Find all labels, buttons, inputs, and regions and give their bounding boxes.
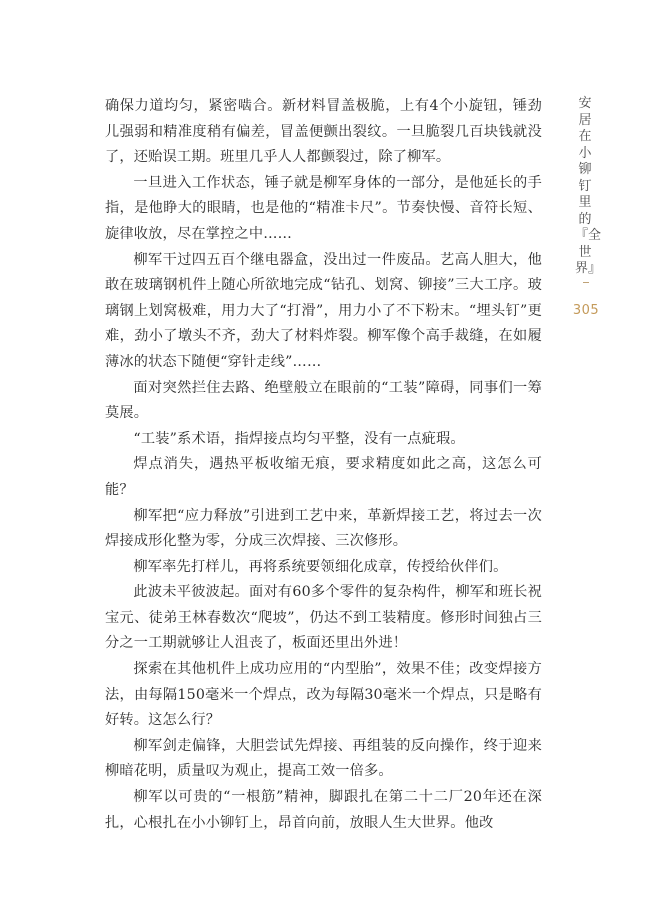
body-text [105, 94, 542, 836]
paragraph-7: 柳军把“应力释放”引进到工艺中来，革新焊接工艺，将过去一次焊接成形化整为零，分成三次焊接、三次修形。 [105, 507, 542, 550]
paragraph-8: 柳军率先打样儿，再将系统要领细化成章，传授给伙伴们。 [133, 558, 508, 575]
page-number: 305 [572, 303, 600, 318]
paragraph-12: 柳军以可贵的“一根筋”精神，脚跟扎在第二十二厂20年还在深扎，心根扎在小小铆钉上，昂首向前，放眼人生大世界。他改 [105, 789, 542, 831]
paragraph-2: 一旦进入工作状态，锤子就是柳军身体的一部分，是他延长的手指，是他睁大的眼睛，也是他的“精准卡尺”。节奏快慢、音符长短、旋律收放，尽在掌控之中…… [105, 174, 542, 242]
paragraph-6: 焊点消失，遇热平板收缩无痕，要求精度如此之高，这怎么可能？ [105, 456, 542, 498]
paragraph-5: “工装”系术语，指焊接点均匀平整，没有一点疵瑕。 [133, 430, 465, 447]
paragraph-1: 确保力道均匀，紧密啮合。新材料冒盖极脆，上有4个小旋钮，锤劲儿强弱和精准度稍有偏差，冒盖便颤出裂纹。一旦脆裂几百块钱就没了，还贻误工期。班里几乎人人都颤裂过，除了柳军。 [105, 98, 542, 166]
running-head-title: 安居在小铆钉里的『全世界』 [575, 96, 602, 276]
paragraph-9: 此波未平彼波起。面对有60多个零件的复杂构件，柳军和班长祝宝元、徒弟王林春数次“爬坡”，仍达不到工装精度。修形时间独占三分之一工期就够让人沮丧了，板面还里出外进！ [105, 584, 542, 652]
paragraph-4: 面对突然拦住去路、绝壁般立在眼前的“工装”障碍，同事们一筹莫展。 [105, 379, 542, 422]
paragraph-11: 柳军剑走偏锋，大胆尝试先焊接、再组装的反向操作，终于迎来柳暗花明，质量叹为观止，提高工效一倍多。 [105, 737, 542, 780]
paragraph-10: 探索在其他机件上成功应用的“内型胎”，效果不佳；改变焊接方法，由每隔150毫米一个焊点，改为每隔30毫米一个焊点，只是略有好转。这怎么行？ [105, 661, 542, 729]
running-head-separator [583, 282, 589, 283]
paragraph-3: 柳军干过四五百个继电器盒，没出过一件废品。艺高人胆大，他敢在玻璃钢机件上随心所欲地完成“钻孔、划窝、铆接”三大工序。玻璃钢上划窝极难，用力大了“打滑”，用力小了不下粉末。“埋头钉”更难，劲小了墩头不齐，劲大了材料炸裂。柳军像个高手裁缝，在如履薄冰的状态下随便“穿针走线”…… [105, 251, 542, 370]
